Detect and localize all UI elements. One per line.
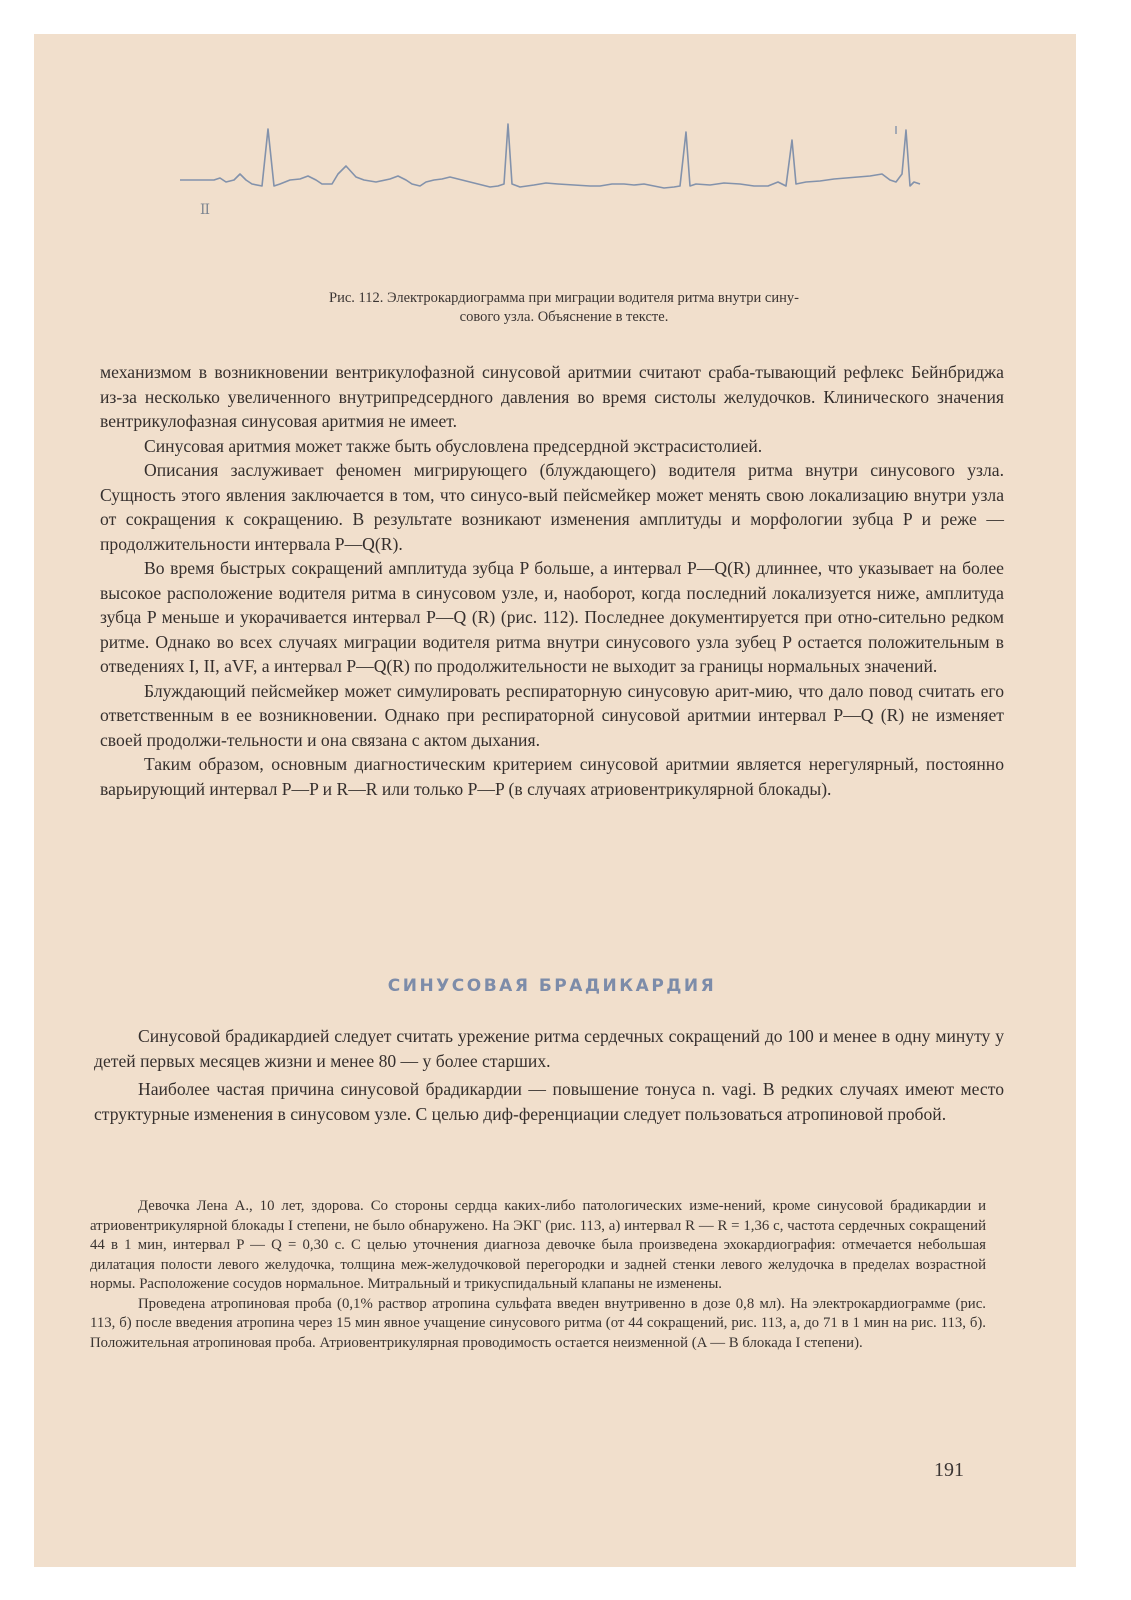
main-text — [100, 360, 1004, 801]
case-paragraph: Девочка Лена А., 10 лет, здорова. Со стороны сердца каких-либо патологических изме-нений, кроме синусовой брадикардии и атриовентрикулярной блокады I степени, не было обнаружено. На ЭКГ (рис. 113, а) интервал R — R = 1,36 с, частота сердечных сокращений 44 в 1 мин, интервал P — Q = 0,30 с. С целью уточнения диагноза девочке была произведена эхокардиография: отмечается небольшая дилатация полости левого желудочка, толщина меж-желудочковой перегородки и задней стенки левого желудочка в пределах возрастной нормы. Расположение сосудов нормальное. Митральный и трикуспидальный клапаны не изменены. — [90, 1198, 986, 1292]
bradycardia-text — [94, 1024, 1004, 1130]
ecg-trace-figure — [34, 34, 1076, 284]
case-paragraph: Проведена атропиновая проба (0,1% раствор атропина сульфата введен внутривенно в дозе 0,8 мл). На электрокардиограмме (рис. 113, б) после введения атропина через 15 мин явное учащение синусового ритма (от 44 сокращений, рис. 113, а, до 71 в 1 мин на рис. 113, б). Положительная атропиновая проба. Атриовентрикулярная проводимость остается неизменной (A — B блокада I степени). — [90, 1295, 986, 1351]
page-number: 191 — [934, 1459, 964, 1481]
paragraph: Синусовая аритмия может также быть обусловлена предсердной экстрасистолией. — [144, 435, 763, 456]
paragraph: Во время быстрых сокращений амплитуда зубца P больше, а интервал P—Q(R) длиннее, что указывает на более высокое расположение водителя ритма в синусовом узле, и, наоборот, когда последний локализуется ниже, амплитуда зубца P меньше и укорачивается интервал P—Q (R) (рис. 112). Последнее документируется при отно-сительно редком ритме. Однако во всех случаях миграции водителя ритма внутри синусового узла зубец P остается положительным в отведениях I, II, aVF, а интервал P—Q(R) по продолжительности не выходит за границы нормальных значений. — [100, 558, 1004, 676]
clinical-case — [90, 1197, 986, 1353]
paragraph: Наиболее частая причина синусовой брадикардии — повышение тонуса n. vagi. В редких случаях имеют место структурные изменения в синусовом узле. С целью диф-ференциации следует пользоваться атропиновой пробой. — [94, 1079, 1004, 1124]
figure-caption-line-2: сового узла. Объяснение в тексте. — [459, 309, 669, 325]
figure-caption — [184, 289, 944, 327]
paragraph: Описания заслуживает феномен мигрирующего (блуждающего) водителя ритма внутри синусового узла. Сущность этого явления заключается в том, что синусо-вый пейсмейкер может менять свою локализацию внутри узла от сокращения к сокращению. В результате возникают изменения амплитуды и морфологии зубца P и реже — продолжительности интервала P—Q(R). — [100, 460, 1004, 554]
paragraph: механизмом в возникновении вентрикулофазной синусовой аритмии считают сраба-тывающий рефлекс Бейнбриджа из-за несколько увеличенного внутрипредсердного давления во время систолы желудочков. Клинического значения вентрикулофазная синусовая аритмия не имеет. — [100, 362, 1004, 431]
paragraph: Таким образом, основным диагностическим критерием синусовой аритмии является нерегулярный, постоянно варьирующий интервал P—P и R—R или только P—P (в случаях атриовентрикулярной блокады). — [100, 754, 1004, 799]
book-page — [34, 34, 1076, 1567]
ecg-lead-label: II — [200, 202, 210, 218]
figure-caption-line-1: Рис. 112. Электрокардиограмма при миграции водителя ритма внутри сину- — [329, 290, 799, 306]
paragraph: Синусовой брадикардией следует считать урежение ритма сердечных сокращений до 100 и менее в одну минуту у детей первых месяцев жизни и менее 80 — у более старших. — [94, 1026, 1004, 1071]
paragraph: Блуждающий пейсмейкер может симулировать респираторную синусовую арит-мию, что дало повод считать его ответственным в ее возникновении. Однако при респираторной синусовой аритмии интервал P—Q (R) не изменяет своей продолжи-тельности и она связана с актом дыхания. — [100, 680, 1004, 750]
ecg-lead-ii-trace — [180, 124, 920, 188]
section-heading: СИНУСОВАЯ БРАДИКАРДИЯ — [387, 976, 717, 996]
